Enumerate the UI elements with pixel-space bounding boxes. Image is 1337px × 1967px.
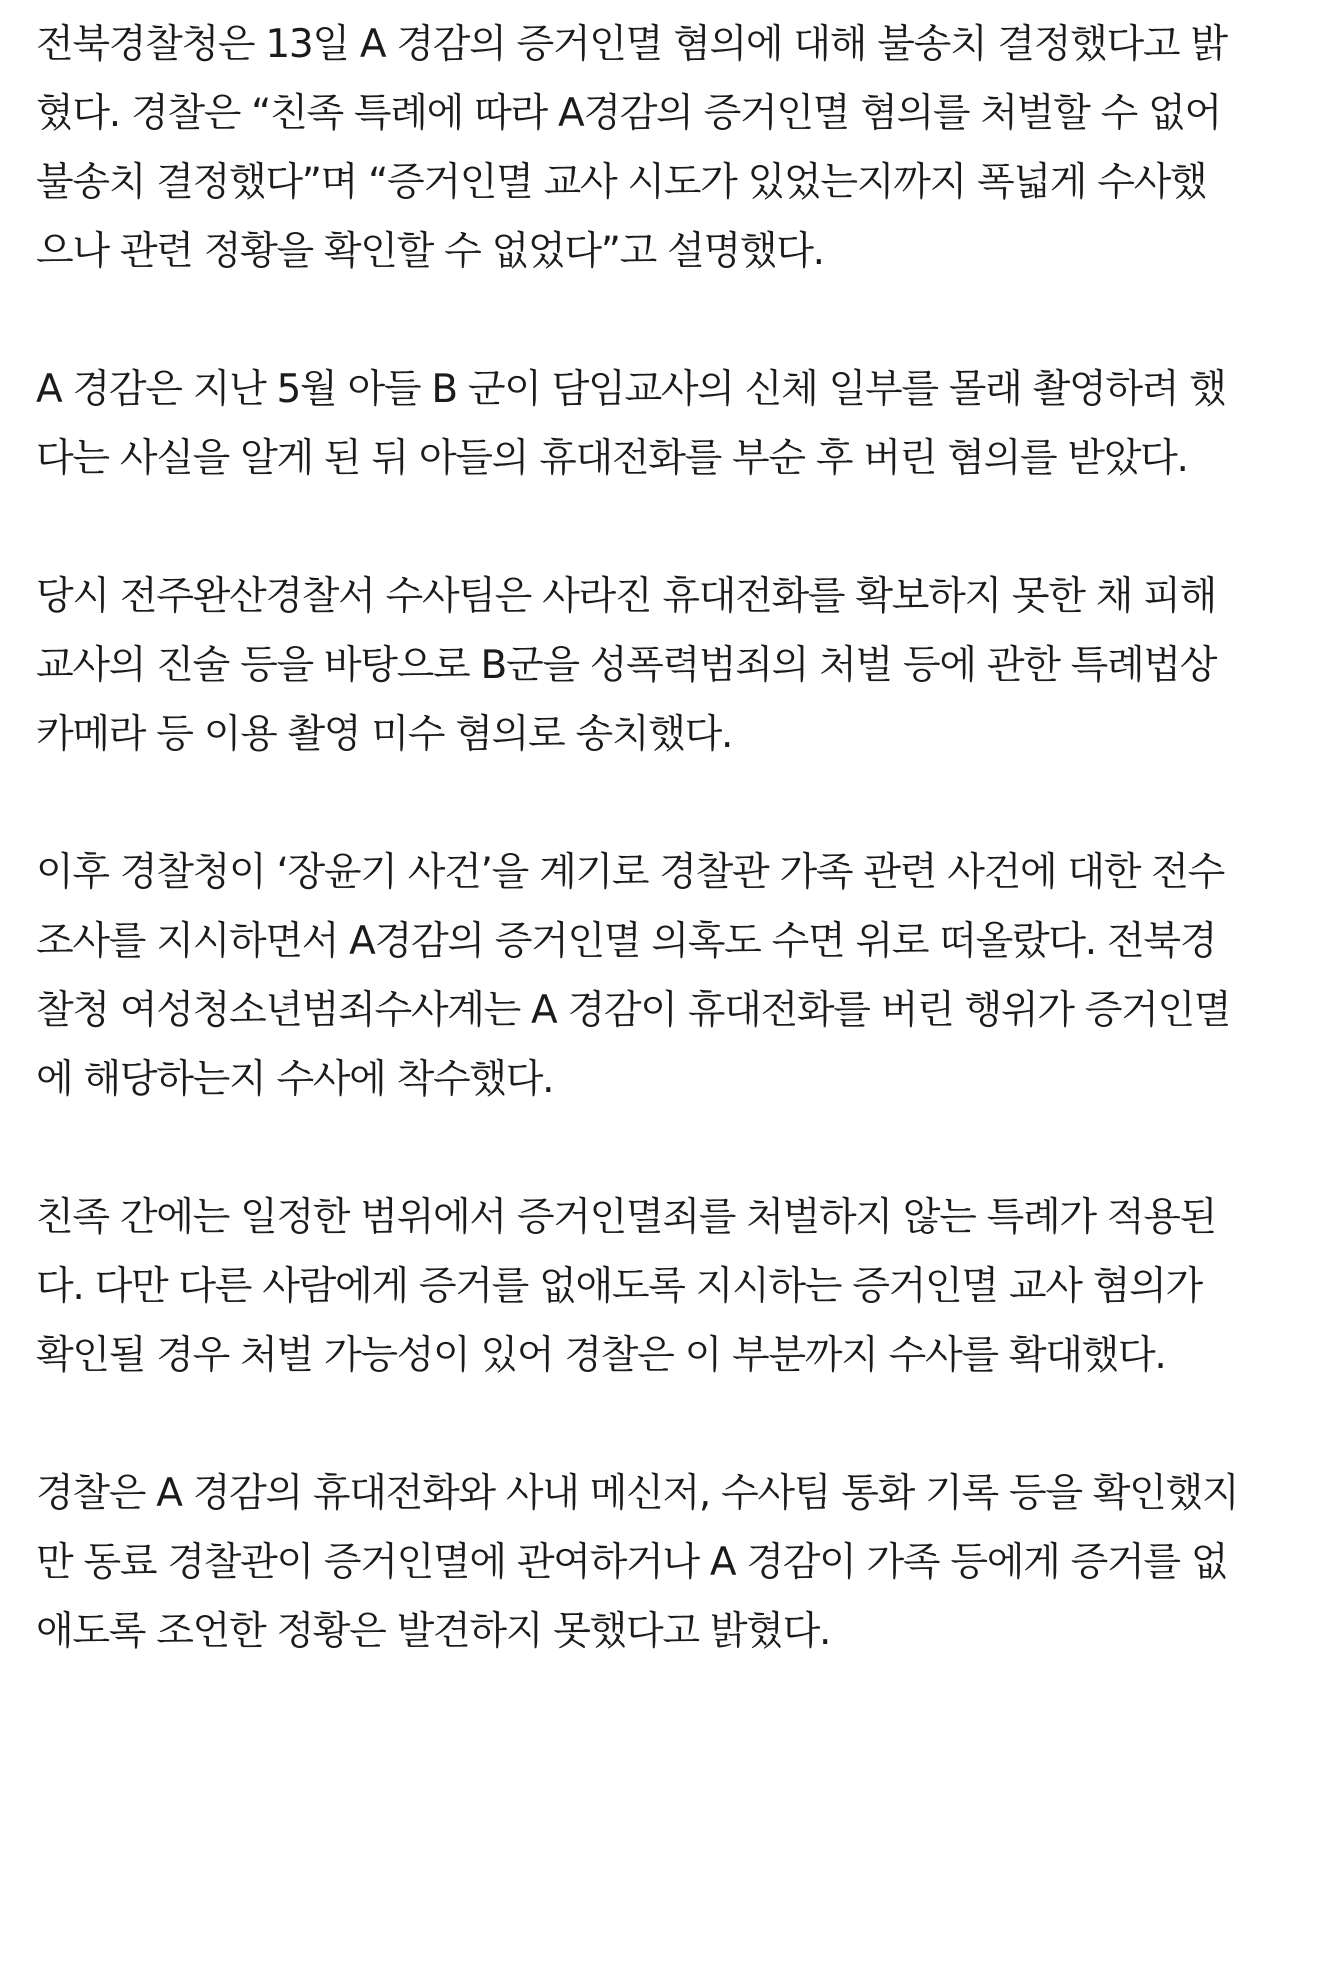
- paragraph-line: 조사를 지시하면서 A경감의 증거인멸 의혹도 수면 위로 떠올랐다. 전북경: [36, 919, 1217, 964]
- paragraph-line: 으나 관련 정황을 확인할 수 없었다”고 설명했다.: [36, 229, 824, 274]
- paragraph-line: 다. 다만 다른 사람에게 증거를 없애도록 지시하는 증거인멸 교사 혐의가: [36, 1264, 1202, 1309]
- paragraph-4: [36, 838, 1300, 1114]
- paragraph-line: 불송치 결정했다”며 “증거인멸 교사 시도가 있었는지까지 폭넓게 수사했: [36, 160, 1207, 205]
- paragraph-line: 애도록 조언한 정황은 발견하지 못했다고 밝혔다.: [36, 1609, 831, 1654]
- article-body: [36, 10, 1300, 1666]
- paragraph-line: 확인될 경우 처벌 가능성이 있어 경찰은 이 부분까지 수사를 확대했다.: [36, 1333, 1166, 1378]
- paragraph-line: 만 동료 경찰관이 증거인멸에 관여하거나 A 경감이 가족 등에게 증거를 없: [36, 1540, 1228, 1585]
- paragraph-line: A 경감은 지난 5월 아들 B 군이 담임교사의 신체 일부를 몰래 촬영하려 했: [36, 367, 1226, 412]
- paragraph-2: [36, 355, 1300, 493]
- paragraph-line: 다는 사실을 알게 된 뒤 아들의 휴대전화를 부순 후 버린 혐의를 받았다.: [36, 436, 1188, 481]
- paragraph-line: 당시 전주완산경찰서 수사팀은 사라진 휴대전화를 확보하지 못한 채 피해: [36, 574, 1216, 619]
- paragraph-line: 찰청 여성청소년범죄수사계는 A 경감이 휴대전화를 버린 행위가 증거인멸: [36, 988, 1231, 1033]
- paragraph-line: 전북경찰청은 13일 A 경감의 증거인멸 혐의에 대해 불송치 결정했다고 밝: [36, 22, 1227, 67]
- paragraph-line: 교사의 진술 등을 바탕으로 B군을 성폭력범죄의 처벌 등에 관한 특례법상: [36, 643, 1217, 688]
- paragraph-6: [36, 1459, 1300, 1666]
- paragraph-line: 혔다. 경찰은 “친족 특례에 따라 A경감의 증거인멸 혐의를 처벌할 수 없어: [36, 91, 1221, 136]
- paragraph-line: 경찰은 A 경감의 휴대전화와 사내 메신저, 수사팀 통화 기록 등을 확인했지: [36, 1471, 1239, 1516]
- paragraph-line: 친족 간에는 일정한 범위에서 증거인멸죄를 처벌하지 않는 특례가 적용된: [36, 1195, 1216, 1240]
- paragraph-line: 카메라 등 이용 촬영 미수 혐의로 송치했다.: [36, 712, 733, 757]
- paragraph-5: [36, 1183, 1300, 1390]
- paragraph-3: [36, 562, 1300, 769]
- paragraph-line: 에 해당하는지 수사에 착수했다.: [36, 1057, 554, 1102]
- paragraph-1: [36, 10, 1300, 286]
- paragraph-line: 이후 경찰청이 ‘장윤기 사건’을 계기로 경찰관 가족 관련 사건에 대한 전수: [36, 850, 1225, 895]
